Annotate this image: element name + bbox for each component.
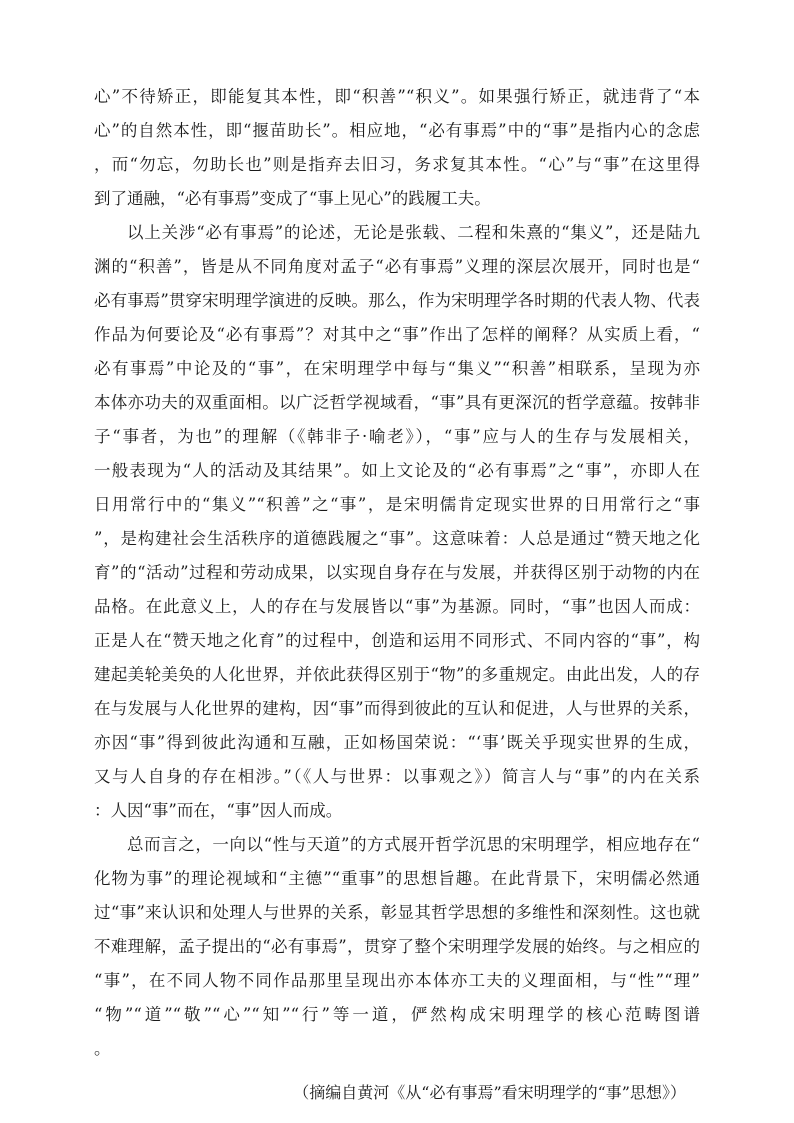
paragraph-1 (94, 80, 700, 216)
text-line: ，而“勿忘，勿助长也”则是指弃去旧习，务求复其本性。“心”与“事”在这里得 (94, 155, 700, 174)
text-line: 日用常行中的“集义”“积善”之“事”，是宋明儒肯定现实世界的日用常行之“事 (94, 495, 700, 514)
text-line: 亦因“事”得到彼此沟通和互融，正如杨国荣说：“‘事’既关乎现实世界的生成， (94, 733, 700, 752)
text-line: 。 (94, 1039, 111, 1058)
text-line: 渊的“积善”，皆是从不同角度对孟子“必有事焉”义理的深层次展开，同时也是“ (94, 257, 700, 276)
text-line: 子“事者，为也”的理解（《韩非子·喻老》），“事”应与人的生存与发展相关， (94, 427, 700, 446)
text-line: 育”的“活动”过程和劳动成果，以实现自身存在与发展，并获得区别于动物的内在 (94, 563, 700, 582)
paragraph-2 (94, 216, 700, 828)
text-line: ：人因“事”而在，“事”因人而成。 (94, 801, 343, 820)
text-line: 到了通融，“必有事焉”变成了“事上见心”的践履工夫。 (94, 189, 491, 208)
text-line: 心”不待矫正，即能复其本性，即“积善”“积义”。如果强行矫正，就违背了“本 (94, 87, 700, 106)
text-line: 建起美轮美奂的人化世界，并依此获得区别于“物”的多重规定。由此出发，人的存 (94, 665, 700, 684)
text-line: 必有事焉”中论及的“事”，在宋明理学中每与“集义”“积善”相联系，呈现为亦 (94, 359, 700, 378)
text-line: 以上关涉“必有事焉”的论述，无论是张载、二程和朱熹的“集义”，还是陆九 (127, 223, 700, 242)
text-line: 在与发展与人化世界的建构，因“事”而得到彼此的互认和促进，人与世界的关系， (94, 699, 700, 718)
text-line: 品格。在此意义上，人的存在与发展皆以“事”为基源。同时，“事”也因人而成： (94, 597, 700, 616)
text-line: 化物为事”的理论视域和“主德”“重事”的思想旨趣。在此背景下，宋明儒必然通 (94, 869, 700, 888)
text-line: 又与人自身的存在相涉。”（《人与世界：以事观之》）简言人与“事”的内在关系 (94, 767, 700, 786)
document-page (94, 80, 700, 1110)
text-line: 本体亦功夫的双重面相。以广泛哲学视域看，“事”具有更深沉的哲学意蕴。按韩非 (94, 393, 700, 412)
text-line: 心”的自然本性，即“揠苗助长”。相应地，“必有事焉”中的“事”是指内心的念虑 (94, 121, 700, 140)
paragraph-3 (94, 828, 700, 1066)
text-line: 总而言之，一向以“性与天道”的方式展开哲学沉思的宋明理学，相应地存在“ (127, 835, 700, 854)
text-line: 一般表现为“人的活动及其结果”。如上文论及的“必有事焉”之“事”，亦即人在 (94, 461, 700, 480)
text-line: “物”“道”“敬”“心”“知”“行”等一道，俨然构成宋明理学的核心范畴图谱 (94, 1005, 700, 1024)
text-line: ”，是构建社会生活秩序的道德践履之“事”。这意味着：人总是通过“赞天地之化 (94, 529, 700, 548)
text-line: 过“事”来认识和处理人与世界的关系，彰显其哲学思想的多维性和深刻性。这也就 (94, 903, 700, 922)
text-line: 正是人在“赞天地之化育”的过程中，创造和运用不同形式、不同内容的“事”，构 (94, 631, 700, 650)
text-line: 必有事焉”贯穿宋明理学演进的反映。那么，作为宋明理学各时期的代表人物、代表 (94, 291, 700, 310)
text-line: “事”，在不同人物不同作品那里呈现出亦本体亦工夫的义理面相，与“性”“理” (94, 971, 700, 990)
text-line: 不难理解，孟子提出的“必有事焉”，贯穿了整个宋明理学发展的始终。与之相应的 (94, 937, 700, 956)
source-citation: （摘编自黄河《从“必有事焉”看宋明理学的“事”思想》） (293, 1083, 686, 1102)
text-line: 作品为何要论及“必有事焉”？对其中之“事”作出了怎样的阐释？从实质上看，“ (94, 325, 700, 344)
